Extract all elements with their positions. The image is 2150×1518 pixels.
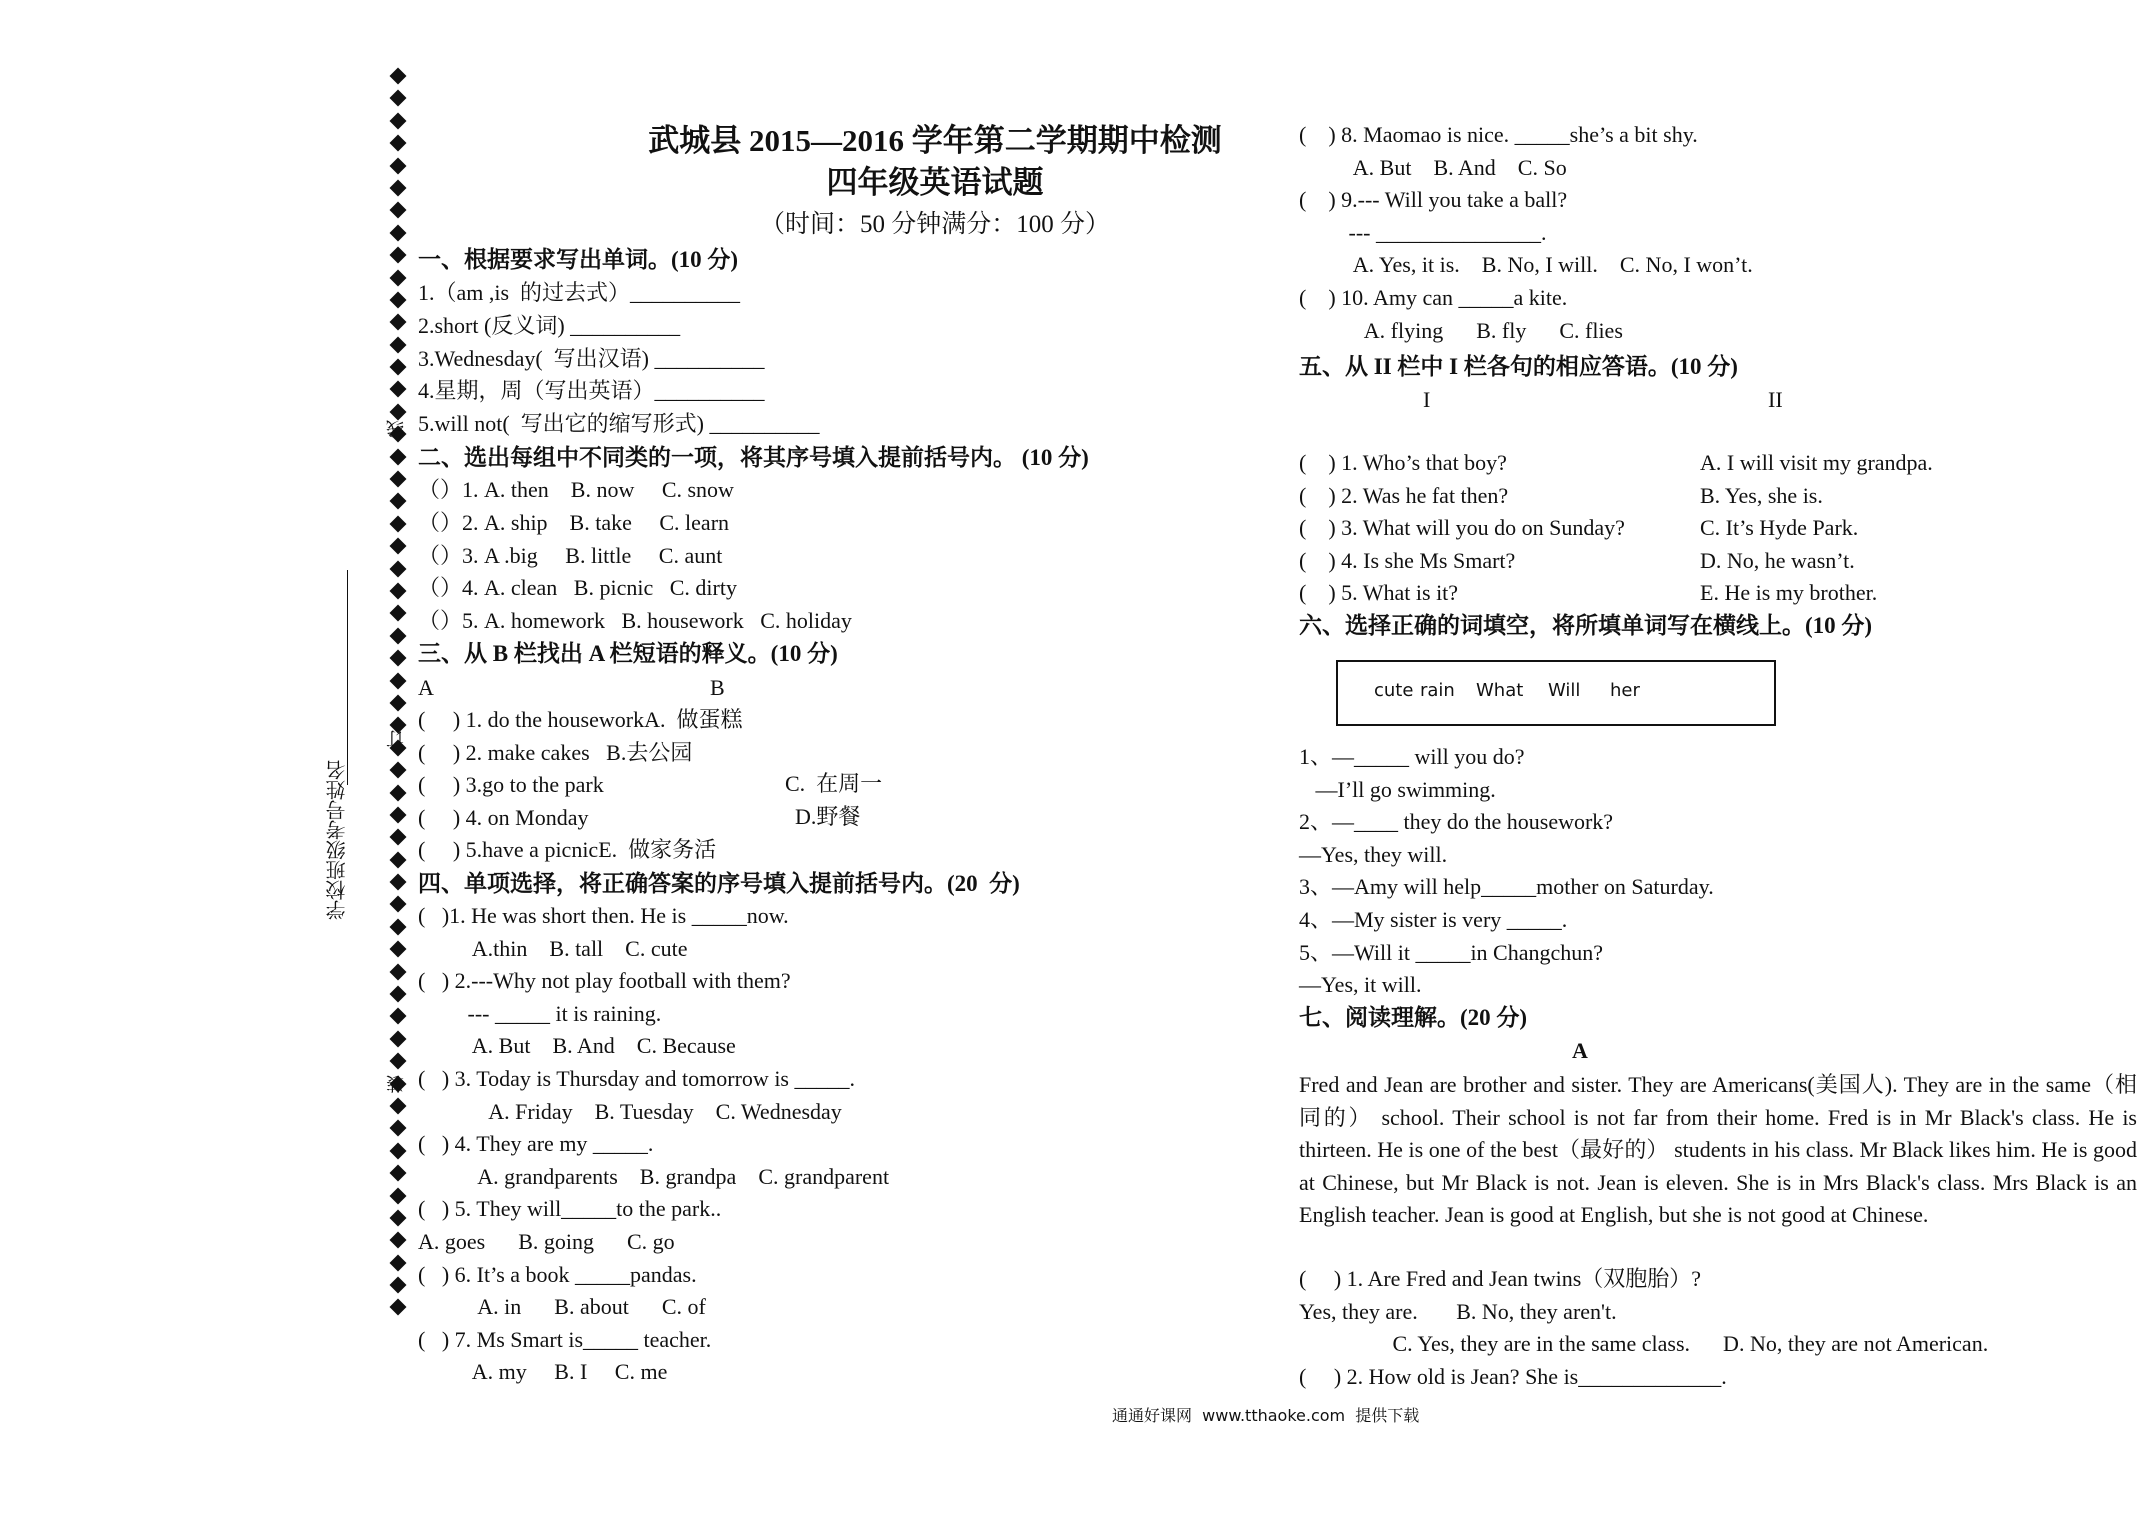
text-line: ( ) 1. Are Fred and Jean twins（双胞胎）? bbox=[1299, 1266, 1702, 1291]
text-line: ( ) 2.---Why not play football with them? bbox=[418, 968, 791, 994]
binding-diamond bbox=[390, 247, 407, 264]
binding-diamond bbox=[390, 202, 407, 219]
binding-diamond bbox=[390, 582, 407, 599]
section-6-heading: 六、选择正确的词填空，将所填单词写在横线上。(10 分) bbox=[1299, 613, 1873, 638]
column-i-label: I bbox=[1423, 387, 1431, 412]
text-line: ( ) 2. Was he fat then? bbox=[1299, 482, 1509, 508]
binding-mark-xian: 线 bbox=[386, 420, 407, 438]
binding-diamond-column bbox=[388, 70, 410, 1324]
reading-passage: Fred and Jean are brother and sister. They are Americans(美国人). They are in the same（相同的） school. Their school is not far from their home. Fred is in Mr Black's class. He is thirteen. He is one of the best（最好的） students in his class. Mr Black likes him. He is good at Chinese, but Mr Black is not. Jean is eleven. She is in Mrs Black's class. Mrs Black is an English teacher. Jean is good at English, but she is not good at Chinese. bbox=[1299, 1072, 2137, 1228]
text-line: 3、—Amy will help_____mother on Saturday. bbox=[1299, 874, 1714, 900]
text-line: ( ) 3. Today is Thursday and tomorrow is _____. bbox=[418, 1066, 855, 1091]
binding-diamond bbox=[390, 538, 407, 555]
binding-diamond bbox=[390, 471, 407, 488]
text-line: ( ) 5. What is it? bbox=[1299, 580, 1459, 606]
text-line: 4.星期，周（写出英语）__________ bbox=[418, 378, 765, 404]
text-line: ( ) 1. do the houseworkA. 做蛋糕 bbox=[418, 707, 743, 732]
binding-mark-zhuang: 装 bbox=[386, 1075, 407, 1093]
text-line: ( ) 4. on Monday bbox=[418, 804, 589, 830]
text-line: A. flying B. fly C. flies bbox=[1299, 317, 1623, 343]
text-line: B. Yes, she is. bbox=[1700, 482, 1823, 508]
binding-diamond bbox=[390, 1142, 407, 1159]
text-line: C. Yes, they are in the same class. D. No, they are not American. bbox=[1299, 1331, 1989, 1357]
binding-diamond bbox=[390, 560, 407, 577]
text-line: ( ) 10. Amy can _____a kite. bbox=[1299, 285, 1568, 310]
binding-diamond bbox=[390, 963, 407, 980]
text-line: A. But B. And C. So bbox=[1299, 154, 1567, 180]
text-line: A. my B. I C. me bbox=[418, 1359, 668, 1385]
binding-diamond bbox=[390, 874, 407, 891]
text-line: E. He is my brother. bbox=[1700, 580, 1878, 606]
binding-diamond bbox=[390, 1097, 407, 1114]
text-line: --- _______________. bbox=[1299, 219, 1547, 245]
text-line: 2、—____ they do the housework? bbox=[1299, 809, 1614, 835]
text-line: —Yes, it will. bbox=[1299, 972, 1422, 998]
text-line: 2.short (反义词) __________ bbox=[418, 312, 681, 338]
binding-diamond bbox=[390, 694, 407, 711]
binding-diamond bbox=[390, 918, 407, 935]
binding-diamond bbox=[390, 336, 407, 353]
word-bank-word: rain bbox=[1420, 680, 1455, 701]
text-line: ( ) 6. It’s a book _____pandas. bbox=[418, 1261, 697, 1287]
name-write-line bbox=[347, 570, 348, 785]
binding-diamond bbox=[390, 941, 407, 958]
binding-diamond bbox=[390, 381, 407, 398]
binding-diamond bbox=[390, 851, 407, 868]
text-line: A. I will visit my grandpa. bbox=[1700, 450, 1933, 475]
text-line: Yes, they are. B. No, they aren't. bbox=[1299, 1298, 1617, 1324]
binding-diamond bbox=[390, 1209, 407, 1226]
footer-source: 通通好课网 www.tthaoke.com 提供下载 bbox=[1112, 1406, 1420, 1425]
binding-diamond bbox=[390, 90, 407, 107]
binding-diamond bbox=[390, 1030, 407, 1047]
binding-diamond bbox=[390, 1299, 407, 1316]
binding-diamond bbox=[390, 784, 407, 801]
binding-diamond bbox=[390, 68, 407, 85]
passage-label: A bbox=[1572, 1038, 1588, 1063]
binding-diamond bbox=[390, 157, 407, 174]
section-7-heading: 七、阅读理解。(20 分) bbox=[1299, 1005, 1528, 1030]
text-line: C. It’s Hyde Park. bbox=[1700, 515, 1859, 541]
text-line: ( ) 7. Ms Smart is_____ teacher. bbox=[418, 1326, 712, 1352]
word-bank-word: What bbox=[1476, 680, 1524, 701]
text-line: ( ) 3. What will you do on Sunday? bbox=[1299, 515, 1625, 541]
binding-diamond bbox=[390, 1277, 407, 1294]
binding-diamond bbox=[390, 269, 407, 286]
text-line: A. in B. about C. of bbox=[418, 1294, 706, 1320]
text-line: ( )1. He was short then. He is _____now. bbox=[418, 903, 789, 928]
binding-diamond bbox=[390, 224, 407, 241]
text-line: 3.Wednesday( 写出汉语) __________ bbox=[418, 345, 765, 371]
binding-diamond bbox=[390, 448, 407, 465]
binding-diamond bbox=[390, 986, 407, 1003]
column-ii-label: II bbox=[1768, 387, 1783, 412]
text-line: A. goes B. going C. go bbox=[418, 1229, 675, 1254]
binding-diamond bbox=[390, 762, 407, 779]
binding-mark-ding: 订 bbox=[386, 730, 407, 748]
text-line: ( ) 3.go to the park bbox=[418, 772, 604, 798]
word-bank-word: her bbox=[1610, 680, 1640, 701]
text-line: （）2. A. ship B. take C. learn bbox=[418, 509, 730, 535]
binding-diamond bbox=[390, 1008, 407, 1025]
binding-diamond bbox=[390, 605, 407, 622]
text-line: ( ) 8. Maomao is nice. _____she’s a bit shy. bbox=[1299, 122, 1698, 147]
binding-diamond bbox=[390, 179, 407, 196]
binding-diamond bbox=[390, 1187, 407, 1204]
binding-diamond bbox=[390, 1232, 407, 1249]
text-line: ( ) 5.have a picnicE. 做家务活 bbox=[418, 837, 717, 863]
column-a-label: A bbox=[418, 675, 434, 700]
student-info-label: 学校班级考号姓名 bbox=[325, 760, 349, 920]
binding-diamond bbox=[390, 672, 407, 689]
text-line: D. No, he wasn’t. bbox=[1700, 547, 1855, 573]
binding-diamond bbox=[390, 1120, 407, 1137]
text-line: 1.（am ,is 的过去式）__________ bbox=[418, 280, 741, 305]
section-1-heading: 一、根据要求写出单词。(10 分) bbox=[418, 247, 739, 272]
section-3-heading: 三、从 B 栏找出 A 栏短语的释义。(10 分) bbox=[418, 641, 838, 666]
section-4-heading: 四、单项选择，将正确答案的序号填入提前括号内。(20 分) bbox=[418, 871, 1020, 896]
time-score: （时间：50 分钟满分：100 分） bbox=[759, 211, 1110, 238]
option-c: C. 在周一 bbox=[785, 771, 883, 796]
exam-subtitle: 四年级英语试题 bbox=[826, 165, 1044, 200]
binding-diamond bbox=[390, 1165, 407, 1182]
text-line: A.thin B. tall C. cute bbox=[418, 935, 688, 961]
text-line: ( ) 2. How old is Jean? She is_____________. bbox=[1299, 1363, 1727, 1389]
text-line: （）1. A. then B. now C. snow bbox=[418, 477, 734, 502]
text-line: ( ) 5. They will_____to the park.. bbox=[418, 1196, 722, 1222]
text-line: A. grandparents B. grandpa C. grandparent bbox=[418, 1163, 890, 1189]
text-line: （）3. A .big B. little C. aunt bbox=[418, 542, 723, 568]
text-line: 4、—My sister is very _____. bbox=[1299, 907, 1568, 932]
exam-title: 武城县 2015—2016 学年第二学期期中检测 bbox=[648, 123, 1222, 158]
text-line: ( ) 9.--- Will you take a ball? bbox=[1299, 187, 1568, 213]
word-bank-word: Will bbox=[1548, 680, 1581, 701]
binding-diamond bbox=[390, 291, 407, 308]
word-bank-word: cute bbox=[1374, 680, 1414, 701]
text-line: —I’ll go swimming. bbox=[1299, 776, 1496, 802]
text-line: ( ) 1. Who’s that boy? bbox=[1299, 450, 1507, 475]
text-line: A. Yes, it is. B. No, I will. C. No, I won’t. bbox=[1299, 252, 1753, 278]
binding-diamond bbox=[390, 627, 407, 644]
section-5-heading: 五、从 II 栏中 I 栏各句的相应答语。(10 分) bbox=[1299, 354, 1738, 379]
text-line: ( ) 4. Is she Ms Smart? bbox=[1299, 547, 1516, 573]
section-2-heading: 二、选出每组中不同类的一项，将其序号填入提前括号内。 (10 分) bbox=[418, 445, 1089, 470]
binding-diamond bbox=[390, 650, 407, 667]
text-line: 5、—Will it _____in Changchun? bbox=[1299, 939, 1604, 965]
text-line: 1、—_____ will you do? bbox=[1299, 744, 1525, 769]
binding-diamond bbox=[390, 1254, 407, 1271]
binding-diamond bbox=[390, 896, 407, 913]
binding-diamond bbox=[390, 359, 407, 376]
binding-diamond bbox=[390, 112, 407, 129]
binding-diamond bbox=[390, 515, 407, 532]
text-line: —Yes, they will. bbox=[1299, 841, 1448, 867]
binding-diamond bbox=[390, 1053, 407, 1070]
text-line: ( ) 2. make cakes B.去公园 bbox=[418, 739, 693, 765]
option-d: D.野餐 bbox=[795, 804, 861, 829]
text-line: A. But B. And C. Because bbox=[418, 1033, 736, 1059]
text-line: （）4. A. clean B. picnic C. dirty bbox=[418, 575, 737, 601]
text-line: ( ) 4. They are my _____. bbox=[418, 1131, 654, 1157]
binding-diamond bbox=[390, 314, 407, 331]
text-line: 5.will not( 写出它的缩写形式) __________ bbox=[418, 411, 820, 437]
binding-diamond bbox=[390, 806, 407, 823]
binding-diamond bbox=[390, 403, 407, 420]
text-line: --- _____ it is raining. bbox=[418, 1000, 662, 1026]
text-line: A. Friday B. Tuesday C. Wednesday bbox=[418, 1098, 842, 1124]
binding-diamond bbox=[390, 829, 407, 846]
text-line: （）5. A. homework B. housework C. holiday bbox=[418, 608, 852, 634]
binding-diamond bbox=[390, 493, 407, 510]
column-b-label: B bbox=[710, 675, 725, 700]
binding-diamond bbox=[390, 135, 407, 152]
word-bank-box bbox=[1336, 660, 1776, 726]
